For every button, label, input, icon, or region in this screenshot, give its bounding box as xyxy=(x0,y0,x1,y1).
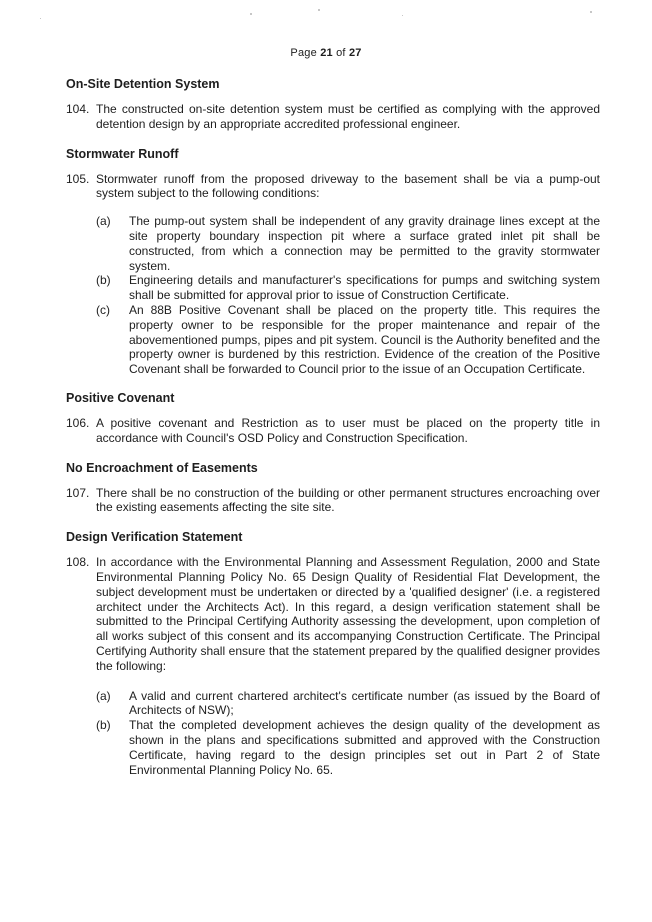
subitem-label: (b) xyxy=(96,273,111,288)
clause-106 xyxy=(0,416,652,446)
subitem-text: A valid and current chartered architect's certificate number (as issued by the Board of Architects of NSW); xyxy=(129,688,600,718)
section-stormwater-runoff xyxy=(0,146,652,377)
page-number xyxy=(0,47,652,59)
clause-text: Stormwater runoff from the proposed driveway to the basement shall be via a pump-out system subject to the following conditions: xyxy=(96,171,600,201)
clause-105 xyxy=(0,172,652,202)
subitem-text: Engineering details and manufacturer's specifications for pumps and switching system shall be submitted for approval prior to issue of Construction Certificate. xyxy=(129,273,600,303)
subitem-text: That the completed development achieves the design quality of the development as shown in the plans and specifications submitted and approved with the Construction Certificate, having regard to the design principles set out in Part 2 of State Environmental Planning Policy No. 65. xyxy=(129,718,600,777)
subitem-label: (c) xyxy=(96,302,110,317)
clause-number: 104. xyxy=(66,102,90,116)
subitem-text: An 88B Positive Covenant shall be placed on the property title. This requires the property owner to be responsible for the proper maintenance and repair of the abovementioned pumps, pipes and pit system. Council is the Authority benefited and the property owner is burdened by this restriction. Evidence of the creation of the Positive Covenant shall be forwarded to Council prior to the issue of an Occupation Certificate. xyxy=(129,302,600,377)
scan-speckle xyxy=(402,15,403,16)
scan-speckle xyxy=(590,11,592,13)
clause-number: 107. xyxy=(66,485,90,500)
subitem-a xyxy=(0,214,652,273)
section-heading: Stormwater Runoff xyxy=(66,146,179,161)
clause-number: 106. xyxy=(66,415,90,430)
subitem-list xyxy=(0,689,652,778)
clause-number: 108. xyxy=(66,555,90,570)
scan-speckle xyxy=(318,9,320,11)
section-positive-covenant xyxy=(0,390,652,446)
clause-text: A positive covenant and Restriction as to user must be placed on the property title in accordance with Council's OSD Policy and Construction Specification. xyxy=(96,415,600,445)
section-on-site-detention xyxy=(0,76,652,132)
page-of: of xyxy=(336,47,346,59)
page-total: 27 xyxy=(348,47,362,59)
clause-text: In accordance with the Environmental Planning and Assessment Regulation, 2000 and State Environmental Planning Policy No. 65 Design Quality of Residential Flat Development, the subject development must be undertaken or directed by a 'qualified designer' (i.e. a registered architect under the Architects Act). In this regard, a design verification statement shall be submitted to the Principal Certifying Authority assessing the development, upon completion of all works subject of this consent and its accompanying Construction Certificate. The Principal Certifying Authority shall ensure that the statement prepared by the qualified designer provides the following: xyxy=(96,555,600,673)
section-heading: On-Site Detention System xyxy=(66,77,220,91)
page-current: 21 xyxy=(320,47,333,59)
subitem-label: (a) xyxy=(96,214,111,229)
clause-text: There shall be no construction of the building or other permanent structures encroaching over the existing easements affecting the site site. xyxy=(96,485,600,515)
subitem-b xyxy=(0,273,652,303)
subitem-text: The pump-out system shall be independent of any gravity drainage lines except at the site property boundary inspection pit where a surface grated inlet pit shall be constructed, from which a connection may be permitted to the gravity stormwater system. xyxy=(129,214,600,273)
subitem-label: (b) xyxy=(96,718,111,733)
clause-text: The constructed on-site detention system must be certified as complying with the approved detention design by an appropriate accredited professional engineer. xyxy=(96,102,600,131)
clause-104 xyxy=(0,102,652,132)
subitem-b xyxy=(0,718,652,777)
scan-speckle xyxy=(250,13,252,15)
section-heading: Positive Covenant xyxy=(66,390,175,405)
clause-108 xyxy=(0,555,652,673)
document-body xyxy=(0,76,652,777)
page-label: Page xyxy=(290,47,317,59)
scan-speckle xyxy=(40,18,41,19)
subitem-a xyxy=(0,689,652,719)
section-heading: Design Verification Statement xyxy=(66,530,243,545)
clause-number: 105. xyxy=(66,171,90,186)
subitem-label: (a) xyxy=(96,688,111,703)
subitem-list xyxy=(0,214,652,377)
section-heading: No Encroachment of Easements xyxy=(66,460,258,475)
subitem-c xyxy=(0,303,652,377)
section-no-encroachment xyxy=(0,460,652,516)
clause-107 xyxy=(0,486,652,516)
section-design-verification xyxy=(0,529,652,777)
